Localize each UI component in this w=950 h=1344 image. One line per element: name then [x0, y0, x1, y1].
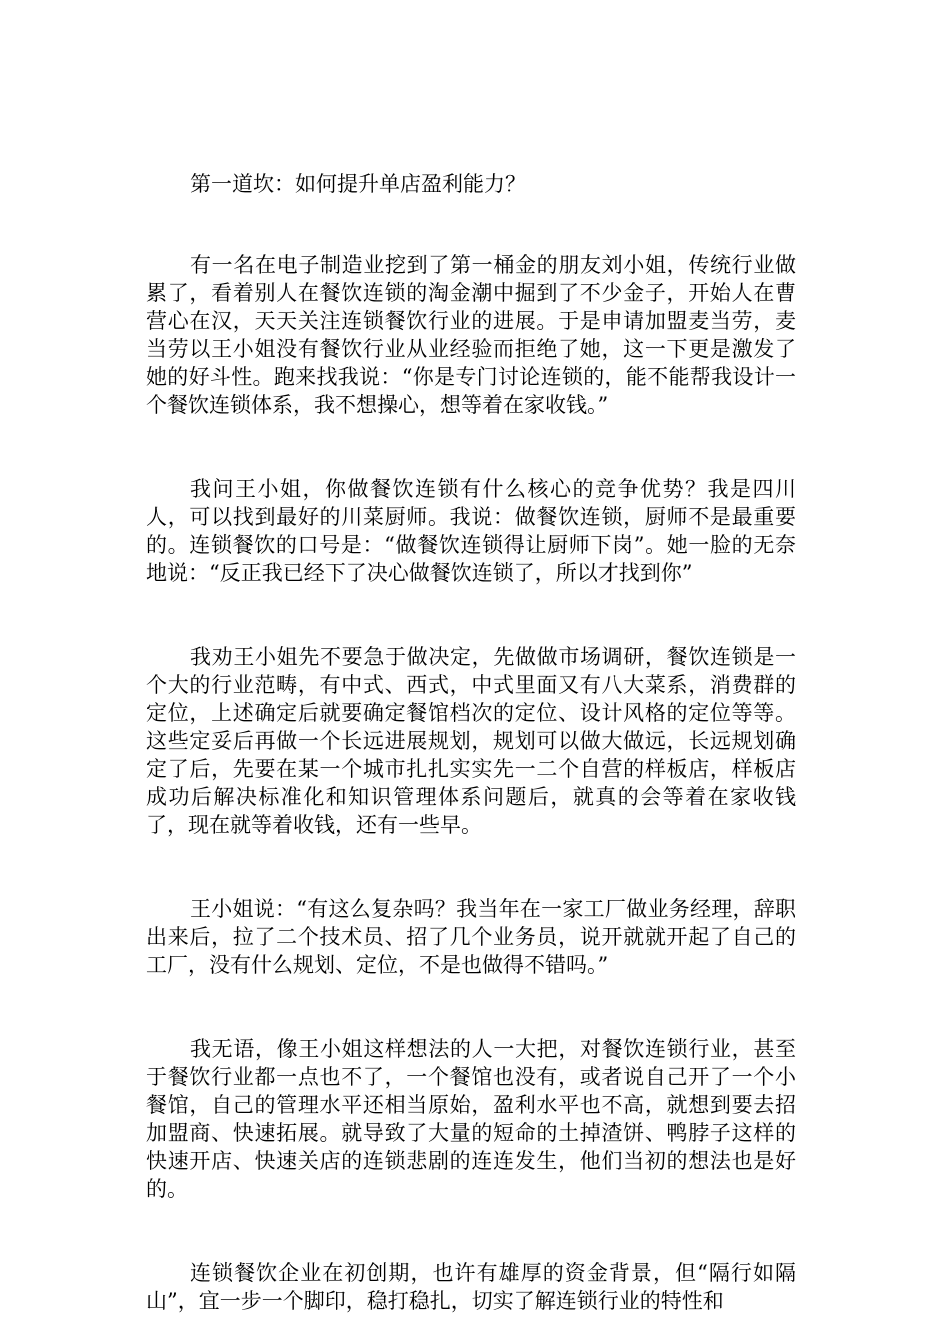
- spacer: [146, 587, 796, 643]
- paragraph-1: 有一名在电子制造业挖到了第一桶金的朋友刘小姐，传统行业做累了，看着别人在餐饮连锁的淘金潮中掘到了不少金子，开始人在曹营心在汉，天天关注连锁餐饮行业的进展。于是申请加盟麦当劳，麦当劳以王小姐没有餐饮行业从业经验而拒绝了她，这一下更是激发了她的好斗性。跑来找我说：“你是专门讨论连锁的，能不能帮我设计一个餐饮连锁体系，我不想操心，想等着在家收钱。”: [146, 253, 796, 417]
- paragraph-4: 王小姐说：“有这么复杂吗？我当年在一家工厂做业务经理，辞职出来后，拉了二个技术员、招了几个业务员，说开就就开起了自己的工厂，没有什么规划、定位，不是也做得不错吗。”: [146, 897, 796, 977]
- document-body: [146, 170, 796, 1315]
- paragraph-2: 我问王小姐，你做餐饮连锁有什么核心的竞争优势？我是四川人，可以找到最好的川菜厨师。我说：做餐饮连锁，厨师不是最重要的。连锁餐饮的口号是：“做餐饮连锁得让厨师下岗”。她一脸的无奈地说：“反正我已经下了决心做餐饮连锁了，所以才找到你”: [146, 477, 796, 585]
- spacer: [146, 979, 796, 1035]
- spacer: [146, 419, 796, 475]
- paragraph-3: 我劝王小姐先不要急于做决定，先做做市场调研，餐饮连锁是一个大的行业范畴，有中式、西式，中式里面又有八大菜系，消费群的定位，上述确定后就要确定餐馆档次的定位、设计风格的定位等等。这些定妥后再做一个长远进展规划，规划可以做大做远，长远规划确定了后，先要在某一个城市扎扎实实先一二个自营的样板店，样板店成功后解决标准化和知识管理体系问题后，就真的会等着在家收钱了，现在就等着收钱，还有一些早。: [146, 645, 796, 837]
- paragraph-5: 我无语，像王小姐这样想法的人一大把，对餐饮连锁行业，甚至于餐饮行业都一点也不了，一个餐馆也没有，或者说自己开了一个小餐馆，自己的管理水平还相当原始，盈利水平也不高，就想到要去招加盟商、快速拓展。就导致了大量的短命的土掉渣饼、鸭脖子这样的快速开店、快速关店的连锁悲剧的连连发生，他们当初的想法也是好的。: [146, 1037, 796, 1201]
- spacer: [146, 839, 796, 895]
- section-heading: 第一道坎：如何提升单店盈利能力？: [190, 172, 526, 196]
- spacer: [146, 1203, 796, 1259]
- spacer: [146, 198, 796, 251]
- paragraph-6: 连锁餐饮企业在初创期，也许有雄厚的资金背景，但“隔行如隔山”，宜一步一个脚印，稳打稳扎，切实了解连锁行业的特性和: [146, 1261, 796, 1313]
